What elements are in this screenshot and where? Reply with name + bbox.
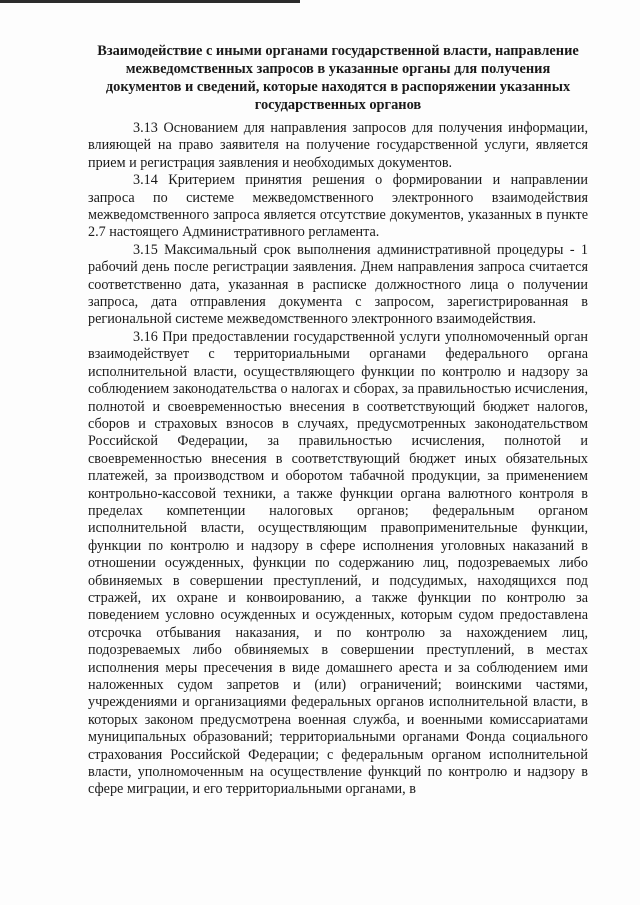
- paragraph-3-15: 3.15 Максимальный срок выполнения административной процедуры - 1 рабочий день после регистрации заявления. Днем направления запроса считается соответственно дата, указанная в расписке должностного лица о получении запроса, дата отправления документа с запросом, зарегистрированная в региональной системе межведомственного электронного взаимодействия.: [88, 241, 588, 328]
- paragraph-3-14: 3.14 Критерием принятия решения о формировании и направлении запроса по системе межведомственного электронного взаимодействия межведомственного запроса является отсутствие документов, указанных в пункте 2.7 настоящего Административного регламента.: [88, 172, 588, 241]
- paragraph-3-16: 3.16 При предоставлении государственной услуги уполномоченный орган взаимодействует с территориальными органами федерального органа исполнительной власти, осуществляющего функции по контролю и надзору за соблюдением законодательства о налогах и сборах, за правильностью исчисления, полнотой и своевременностью внесения в соответствующий бюджет налогов, сборов и страховых взносов в случаях, предусмотренных законодательством Российской Федерации, за правильностью исчисления, полнотой и своевременностью внесения в соответствующий бюджет иных обязательных платежей, за производством и оборотом табачной продукции, за применением контрольно-кассовой техники, а также функции органа валютного контроля в пределах компетенции налоговых органов; федеральным органом исполнительной власти, осуществляющим правоприменительные функции, функции по контролю и надзору в сфере исполнения уголовных наказаний в отношении осужденных, функции по содержанию лиц, подозреваемых либо обвиняемых в совершении преступлений, и подсудимых, находящихся под стражей, их охране и конвоированию, а также функции по контролю за поведением условно осужденных и осужденных, которым судом предоставлена отсрочка отбывания наказания, и по контролю за нахождением лиц, подозреваемых либо обвиняемых в совершении преступлений, в местах исполнения меры пресечения в виде домашнего ареста и за соблюдением ими наложенных судом запретов и (или) ограничений; воинскими частями, учреждениями и организациями федеральных органов исполнительной власти, в которых законом предусмотрена военная служба, и военными комиссариатами муниципальных образований; территориальными органами Фонда социального страхования Российской Федерации; с федеральным органом исполнительной власти, уполномоченным на осуществление функций по контролю и надзору в сфере миграции, и его территориальными органами, в: [88, 328, 588, 798]
- top-rule-line: [0, 0, 300, 3]
- document-body: [88, 42, 588, 799]
- section-heading: Взаимодействие с иными органами государственной власти, направление межведомственных запросов в указанные органы для получения документов и сведений, которые находятся в распоряжении указанных государственных органов: [97, 43, 579, 113]
- paragraph-3-13: 3.13 Основанием для направления запросов для получения информации, влияющей на право заявителя на получение государственной услуги, является прием и регистрация заявления и необходимых документов.: [88, 120, 588, 171]
